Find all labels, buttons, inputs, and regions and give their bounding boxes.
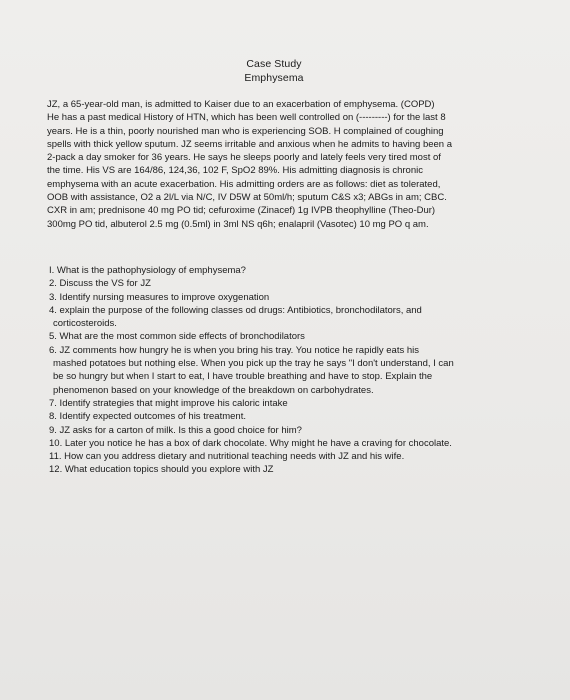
question-item [49,463,519,476]
question-item [49,291,519,304]
question-item [49,264,519,277]
question-item [49,304,519,331]
document-subtitle: Emphysema [244,72,304,84]
question-text-continued: mashed potatoes but nothing else. When you pick up the tray he says "I don't understand, I can [53,358,454,370]
question-item [49,330,519,343]
case-description-line: years. He is a thin, poorly nourished man who is experiencing SOB. H complained of coughing [47,125,444,137]
title-block [0,57,548,85]
question-list [49,264,519,477]
question-item [49,397,519,410]
question-text: 5. What are the most common side effects of bronchodilators [49,331,305,343]
case-description-line: CXR in am; prednisone 40 mg PO tid; cefuroxime (Zinacef) 1g IVPB theophylline (Theo-Dur) [47,205,436,217]
case-description [47,98,517,231]
case-description-line: emphysema with an acute exacerbation. His admitting orders are as follows: diet as tolerated, [47,178,441,190]
question-text: 3. Identify nursing measures to improve oxygenation [49,291,270,303]
case-description-line: 300mg PO tid, albuterol 2.5 mg (0.5ml) in 3ml NS q6h; enalapril (Vasotec) 10 mg PO q am. [47,218,429,230]
question-item [49,424,519,437]
case-description-line: 2-pack a day smoker for 36 years. He says he sleeps poorly and lately feels very tired most of [47,152,441,164]
question-text: 6. JZ comments how hungry he is when you bring his tray. You notice he rapidly eats his [49,344,419,356]
question-text: 12. What education topics should you explore with JZ [49,464,274,476]
case-description-line: spells with thick yellow sputum. JZ seems irritable and anxious when he admits to having been a [47,138,453,150]
question-item [49,344,519,397]
question-text: 11. How can you address dietary and nutritional teaching needs with JZ and his wife. [49,451,405,463]
question-item [49,437,519,450]
question-item [49,410,519,423]
case-description-line: OOB with assistance, O2 a 2l/L via N/C, IV D5W at 50ml/h; sputum C&S x3; ABGs in am; CBC. [47,192,447,204]
question-text: 8. Identify expected outcomes of his treatment. [49,411,246,423]
question-text: 2. Discuss the VS for JZ [49,278,151,290]
question-text-continued: corticosteroids. [53,318,117,330]
question-item [49,450,519,463]
case-description-line: JZ, a 65-year-old man, is admitted to Kaiser due to an exacerbation of emphysema. (COPD) [47,99,435,110]
question-text: 10. Later you notice he has a box of dark chocolate. Why might he have a craving for chocolate. [49,437,452,449]
question-item [49,277,519,290]
question-text: 7. Identify strategies that might improve his caloric intake [49,397,288,409]
question-text: 4. explain the purpose of the following classes od drugs: Antibiotics, bronchodilators, and [49,304,422,316]
case-description-line: He has a past medical History of HTN, which has been well controlled on (---------) for the last 8 [47,112,446,124]
document-title: Case Study [246,58,302,70]
question-text-continued: phenomenon based on your knowledge of the breakdown on carbohydrates. [53,384,374,396]
question-text: 9. JZ asks for a carton of milk. Is this a good choice for him? [49,424,302,436]
question-text: I. What is the pathophysiology of emphysema? [49,265,246,276]
case-description-line: the time. His VS are 164/86, 124,36, 102 F, SpO2 89%. His admitting diagnosis is chronic [47,165,423,177]
question-text-continued: be so hungry but when I start to eat, I have trouble breathing and have to stop. Explain the [53,371,433,383]
